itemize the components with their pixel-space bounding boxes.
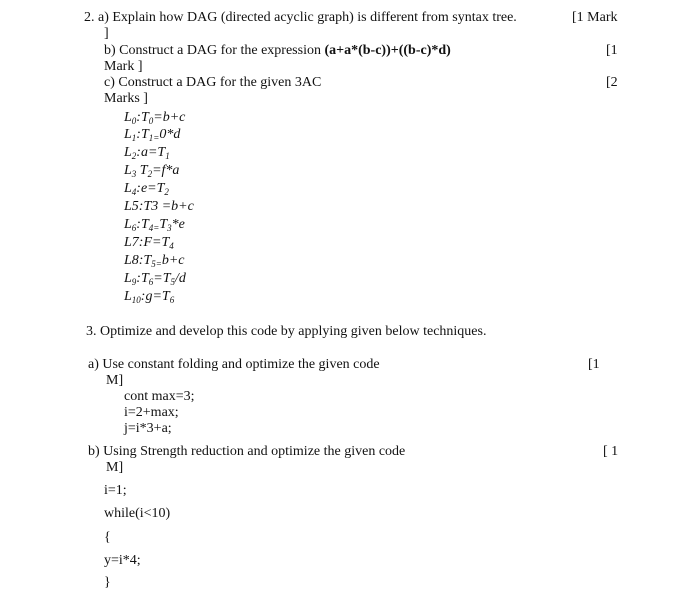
code-token: L — [124, 163, 132, 178]
subscript: 4 — [131, 187, 137, 197]
subscript: 3 — [167, 223, 172, 233]
tac-line-8 — [124, 253, 184, 269]
code-token: :T — [136, 110, 149, 125]
code-token: :a=T — [136, 145, 166, 160]
code-token: L5:T3 =b+c — [124, 199, 194, 214]
q3-heading: 3. Optimize and develop this code by applying given below techniques. — [86, 324, 487, 339]
q3b-code-line-1: while(i<10) — [104, 506, 171, 521]
subscript: 1= — [148, 133, 160, 143]
q3b-text: b) Using Strength reduction and optimize the given code — [88, 444, 406, 459]
subscript: 1 — [131, 133, 137, 143]
code-token: *e — [171, 217, 185, 232]
subscript: 4 — [169, 241, 174, 251]
code-token: :T — [136, 271, 149, 286]
tac-line-10 — [124, 289, 174, 305]
subscript: 0 — [131, 116, 137, 126]
q3a-code-line-2: j=i*3+a; — [124, 421, 172, 436]
subscript: 2 — [164, 187, 169, 197]
code-token: :T — [136, 217, 149, 232]
code-token: L — [124, 145, 132, 160]
subscript: 2 — [131, 151, 137, 161]
q2b-label: b) Construct a DAG for the expression — [104, 43, 325, 58]
subscript: 6 — [148, 277, 154, 287]
q2a-text: 2. a) Explain how DAG (directed acyclic graph) is different from syntax tree. — [84, 10, 517, 25]
code-token: =T — [153, 271, 171, 286]
subscript: 5 — [170, 277, 175, 287]
code-token: T — [159, 217, 168, 232]
q2c-marks: [2 — [606, 75, 618, 90]
subscript: 6 — [131, 223, 137, 233]
tac-line-3 — [124, 163, 179, 179]
subscript: 10 — [131, 295, 141, 305]
code-token: /d — [174, 271, 186, 286]
code-token: b+c — [161, 253, 185, 268]
q3a-text: a) Use constant folding and optimize the given code — [88, 357, 380, 372]
subscript: 2 — [147, 169, 153, 179]
q3b-marks: [ 1 — [603, 444, 619, 459]
q2b-marks: [1 — [606, 43, 618, 58]
tac-line-0 — [124, 110, 185, 126]
subscript: 4= — [148, 223, 160, 233]
code-token: :e=T — [136, 181, 165, 196]
code-token: L — [124, 271, 132, 286]
tac-line-5 — [124, 199, 194, 215]
code-token: =b+c — [153, 110, 186, 125]
code-token: L — [124, 181, 132, 196]
q2a-bracket: ] — [104, 26, 109, 41]
tac-line-4 — [124, 181, 169, 197]
tac-line-6 — [124, 217, 185, 233]
q3b-code-line-4: } — [104, 575, 111, 590]
subscript: 9 — [131, 277, 137, 287]
q2a-marks: [1 Mark — [572, 10, 618, 25]
q2c-marks-cont: Marks ] — [104, 91, 148, 106]
subscript: 1 — [165, 151, 170, 161]
q3b-code-line-3: y=i*4; — [104, 553, 141, 568]
q3a-marks-cont: M] — [106, 373, 124, 388]
q2c-text: c) Construct a DAG for the given 3AC — [104, 75, 322, 90]
code-token: =f*a — [152, 163, 180, 178]
q3b-marks-cont: M] — [106, 460, 124, 475]
subscript: 5= — [151, 259, 162, 269]
code-token: L — [124, 217, 132, 232]
code-token: :g=T — [140, 289, 170, 304]
code-token: T — [136, 163, 148, 178]
subscript: 0 — [148, 116, 154, 126]
q3b-code-line-0: i=1; — [104, 483, 127, 498]
q2b-marks-cont: Mark ] — [104, 59, 143, 74]
subscript: 6 — [169, 295, 175, 305]
code-token: :T — [136, 127, 149, 142]
tac-line-1 — [124, 127, 180, 143]
code-token: L — [124, 289, 132, 304]
tac-line-2 — [124, 145, 170, 161]
subscript: 3 — [131, 169, 137, 179]
q3a-marks: [1 — [588, 357, 600, 372]
q3a-code-line-1: i=2+max; — [124, 405, 179, 420]
q2b-text — [104, 43, 451, 59]
q3b-code-line-2: { — [104, 530, 111, 545]
code-token: L8:T — [124, 253, 152, 268]
code-token: 0*d — [159, 127, 181, 142]
tac-line-9 — [124, 271, 186, 287]
q2b-expression: (a+a*(b-c))+((b-c)*d) — [324, 43, 451, 58]
q3a-code-line-0: cont max=3; — [124, 389, 195, 404]
tac-line-7 — [124, 235, 174, 251]
code-token: L7:F=T — [124, 235, 170, 250]
code-token: L — [124, 127, 132, 142]
code-token: L — [124, 110, 132, 125]
